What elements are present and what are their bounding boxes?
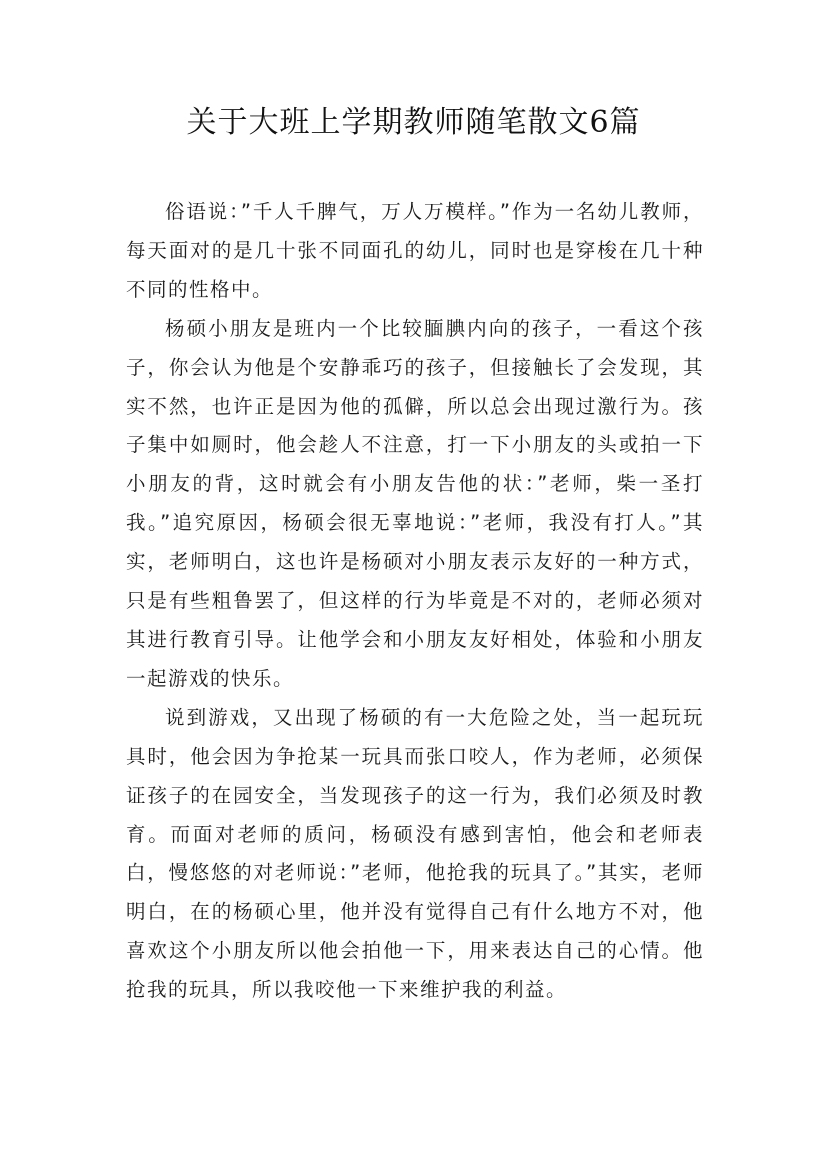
paragraph-2: 杨硕小朋友是班内一个比较腼腆内向的孩子，一看这个孩子，你会认为他是个安静乖巧的孩子，但接触长了会发现，其实不然，也许正是因为他的孤僻，所以总会出现过激行为。孩子集中如厕时，他会趁人不注意，打一下小朋友的头或拍一下小朋友的背，这时就会有小朋友告他的状：”老师，柴一圣打我。”追究原因，杨硕会很无辜地说：”老师，我没有打人。”其实，老师明白，这也许是杨硕对小朋友表示友好的一种方式，只是有些粗鲁罢了，但这样的行为毕竟是不对的，老师必须对其进行教育引导。让他学会和小朋友友好相处，体验和小朋友一起游戏的快乐。: [126, 316, 704, 690]
document-title: 关于大班上学期教师随笔散文6篇: [186, 105, 641, 140]
paragraph-1: 俗语说：”千人千脾气，万人万模样。”作为一名幼儿教师，每天面对的是几十张不同面孔的幼儿，同时也是穿梭在几十种不同的性格中。: [126, 200, 704, 301]
paragraph-3: 说到游戏，又出现了杨硕的有一大危险之处，当一起玩玩具时，他会因为争抢某一玩具而张口咬人，作为老师，必须保证孩子的在园安全，当发现孩子的这一行为，我们必须及时教育。而面对老师的质问，杨硕没有感到害怕，他会和老师表白，慢悠悠的对老师说：”老师，他抢我的玩具了。”其实，老师明白，在的杨硕心里，他并没有觉得自己有什么地方不对，他喜欢这个小朋友所以他会拍他一下，用来表达自己的心情。他抢我的玩具，所以我咬他一下来维护我的利益。: [126, 705, 704, 1002]
document-body: [126, 193, 704, 1010]
